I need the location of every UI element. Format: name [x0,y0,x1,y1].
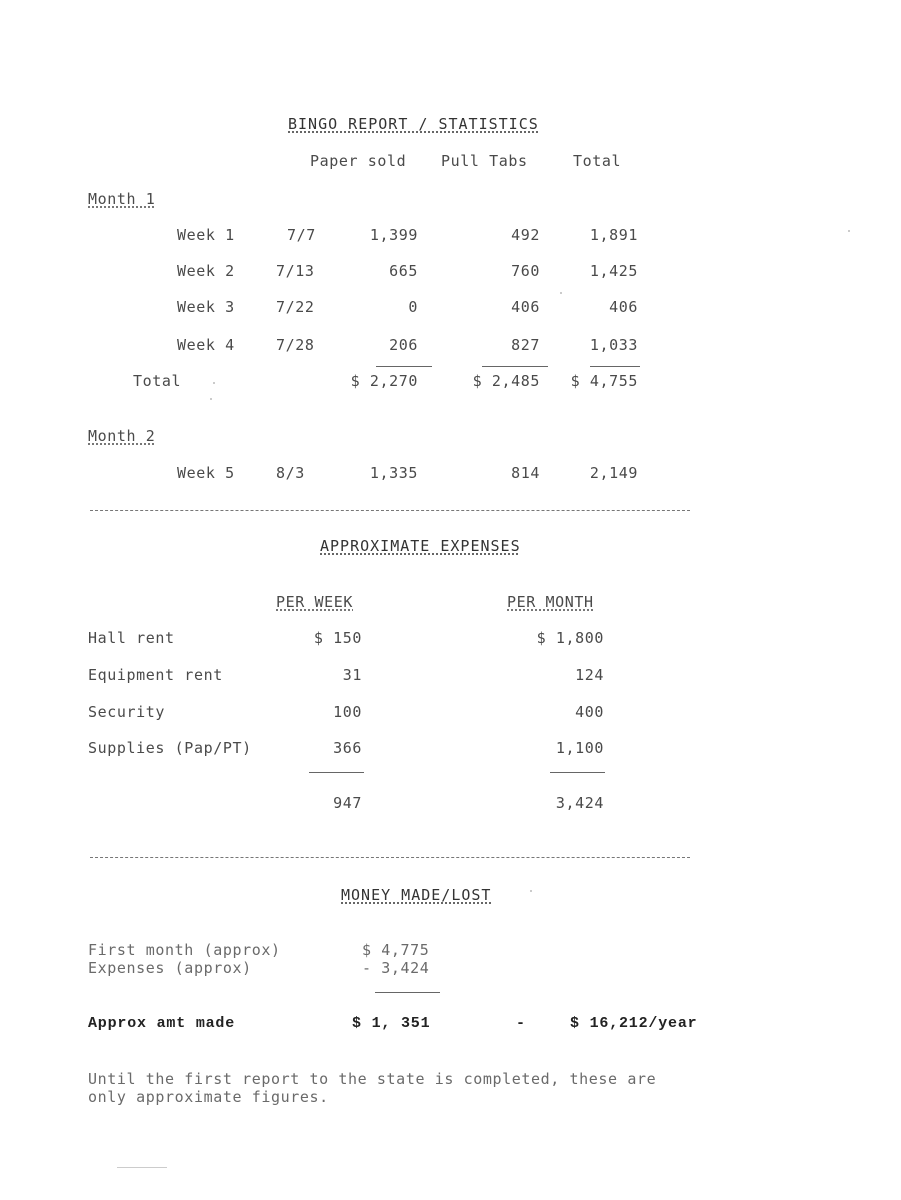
expense-rule-month [550,772,605,773]
total-paper: $ 2,270 [350,372,418,390]
col-header-paper: Paper sold [310,152,407,170]
paper-value: 206 [389,336,418,354]
total-label: Total [133,372,182,390]
expense-month: $ 1,800 [536,629,604,647]
expense-label: Equipment rent [88,666,223,684]
scan-speck [848,230,850,232]
total-rule-total [590,366,640,367]
week-date: 7/28 [276,336,315,354]
section-divider-1 [90,510,690,511]
pulltabs-value: 406 [511,298,540,316]
expense-label: Supplies (Pap/PT) [88,739,252,757]
approx-per-year: $ 16,212/year [570,1015,698,1032]
expense-label: Hall rent [88,629,175,647]
expense-week: 100 [333,703,362,721]
week-date: 7/7 [287,226,316,244]
expenses-approx-label: Expenses (approx) [88,959,252,977]
money-title: MONEY MADE/LOST [341,886,492,904]
first-month-label: First month (approx) [88,941,281,959]
expense-label: Security [88,703,166,721]
note-line-1: Until the first report to the state is completed, these are [88,1070,657,1088]
expense-week: 31 [342,666,362,684]
week-label: Week 5 [177,464,235,482]
pulltabs-value: 760 [511,262,540,280]
expense-total-week: 947 [333,794,362,812]
week-label: Week 1 [177,226,235,244]
col-header-per-week: PER WEEK [276,593,354,611]
week-label: Week 4 [177,336,235,354]
total-value: 1,425 [589,262,638,280]
expense-week: 366 [333,739,362,757]
col-header-pulltabs: Pull Tabs [441,152,528,170]
report-title: BINGO REPORT / STATISTICS [288,115,539,133]
expense-month: 1,100 [555,739,604,757]
total-rule-pulltabs [482,366,548,367]
col-header-per-month: PER MONTH [507,593,594,611]
expense-week: $ 150 [313,629,362,647]
paper-value: 1,399 [369,226,418,244]
expense-total-month: 3,424 [555,794,604,812]
pulltabs-value: 827 [511,336,540,354]
section-divider-2 [90,857,690,858]
total-pulltabs: $ 2,485 [472,372,540,390]
week-label: Week 2 [177,262,235,280]
expenses-title: APPROXIMATE EXPENSES [320,537,521,555]
expense-month: 400 [575,703,604,721]
pulltabs-value: 492 [511,226,540,244]
total-value: 1,033 [589,336,638,354]
paper-value: 0 [408,298,418,316]
expenses-approx-value: - 3,424 [362,959,430,977]
approx-made-value: $ 1, 351 [352,1015,431,1032]
total-rule-paper [376,366,432,367]
paper-value: 665 [389,262,418,280]
approx-made-label: Approx amt made [88,1015,236,1032]
month-1-label: Month 1 [88,190,156,208]
money-rule [375,992,440,993]
expense-rule-week [309,772,364,773]
scan-mark [117,1167,167,1168]
note-line-2: only approximate figures. [88,1088,329,1106]
scan-speck [530,890,532,892]
approx-dash: - [516,1015,526,1032]
week-label: Week 3 [177,298,235,316]
total-value: 2,149 [589,464,638,482]
paper-value: 1,335 [369,464,418,482]
total-value: 406 [609,298,638,316]
week-date: 8/3 [276,464,305,482]
total-total: $ 4,755 [570,372,638,390]
scan-speck [210,398,212,400]
first-month-value: $ 4,775 [362,941,430,959]
month-2-label: Month 2 [88,427,156,445]
col-header-total: Total [573,152,622,170]
week-date: 7/22 [276,298,315,316]
scan-speck [560,292,562,294]
scan-speck [213,382,215,384]
total-value: 1,891 [589,226,638,244]
week-date: 7/13 [276,262,315,280]
pulltabs-value: 814 [511,464,540,482]
expense-month: 124 [575,666,604,684]
